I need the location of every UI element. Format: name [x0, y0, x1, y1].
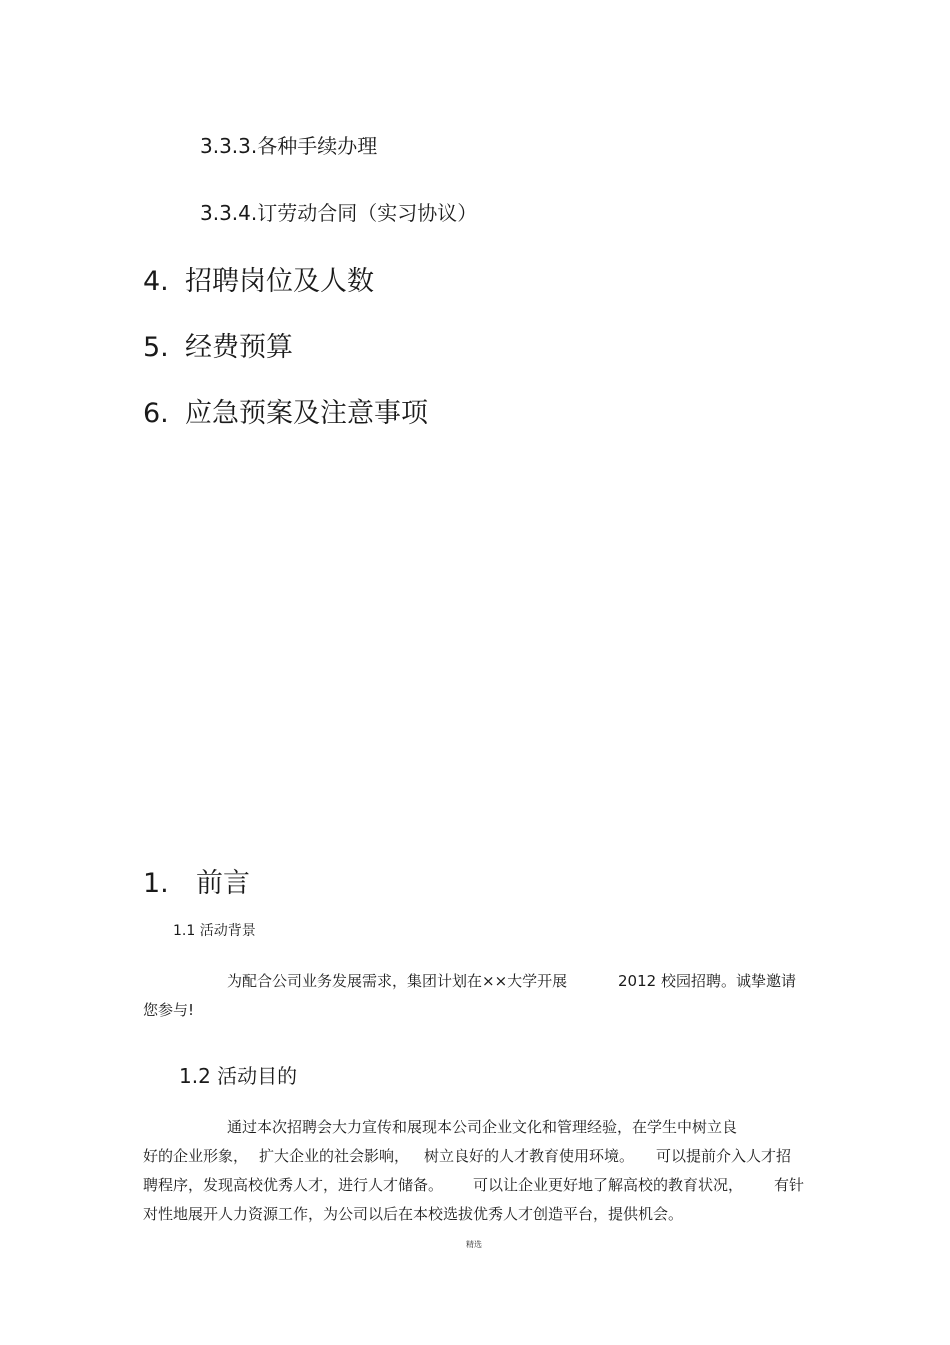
toc-item-label: 经费预算: [185, 332, 293, 363]
paragraph-purpose: [143, 1116, 808, 1226]
section-heading-1: [143, 861, 250, 900]
section-number: 1.: [143, 868, 169, 899]
toc-item-label: 招聘岗位及人数: [185, 266, 374, 297]
toc-item-number: 4.: [143, 266, 169, 297]
subsection-heading-1-1: 1.1 活动背景: [173, 923, 256, 939]
paragraph-line: 可以让企业更好地了解高校的教育状况，: [473, 1176, 744, 1194]
toc-item-label: 应急预案及注意事项: [185, 398, 428, 429]
toc-item-3-3-4: 3.3.4.订劳动合同（实习协议）: [200, 201, 478, 225]
paragraph-line: 对性地展开人力资源工作，为公司以后在本校选拔优秀人才创造平台，提供机会。: [143, 1205, 684, 1223]
toc-item-6: [143, 391, 428, 430]
subsection-heading-1-2: 1.2 活动目的: [179, 1064, 298, 1088]
toc-item-number: 5.: [143, 332, 169, 363]
paragraph-line: 树立良好的人才教育使用环境。: [424, 1147, 635, 1165]
section-title: 前言: [196, 868, 250, 899]
page-footer: 精选: [466, 1240, 482, 1249]
toc-item-number: 6.: [143, 398, 169, 429]
paragraph-line: 好的企业形象，: [143, 1147, 249, 1165]
toc-item-4: [143, 259, 374, 298]
paragraph-line: 2012 校园招聘。诚挚邀请: [618, 972, 796, 990]
paragraph-background: [143, 970, 808, 1020]
paragraph-line: 有针: [774, 1176, 805, 1194]
paragraph-line: 聘程序，发现高校优秀人才，进行人才储备。: [143, 1176, 444, 1194]
paragraph-line: 扩大企业的社会影响，: [259, 1147, 410, 1165]
paragraph-line: 您参与!: [143, 1001, 195, 1019]
paragraph-line: 为配合公司业务发展需求，集团计划在××大学开展: [227, 972, 568, 990]
paragraph-line: 通过本次招聘会大力宣传和展现本公司企业文化和管理经验，在学生中树立良: [227, 1118, 738, 1136]
toc-item-3-3-3: 3.3.3.各种手续办理: [200, 134, 378, 158]
paragraph-line: 可以提前介入人才招: [656, 1147, 792, 1165]
toc-item-5: [143, 325, 293, 364]
